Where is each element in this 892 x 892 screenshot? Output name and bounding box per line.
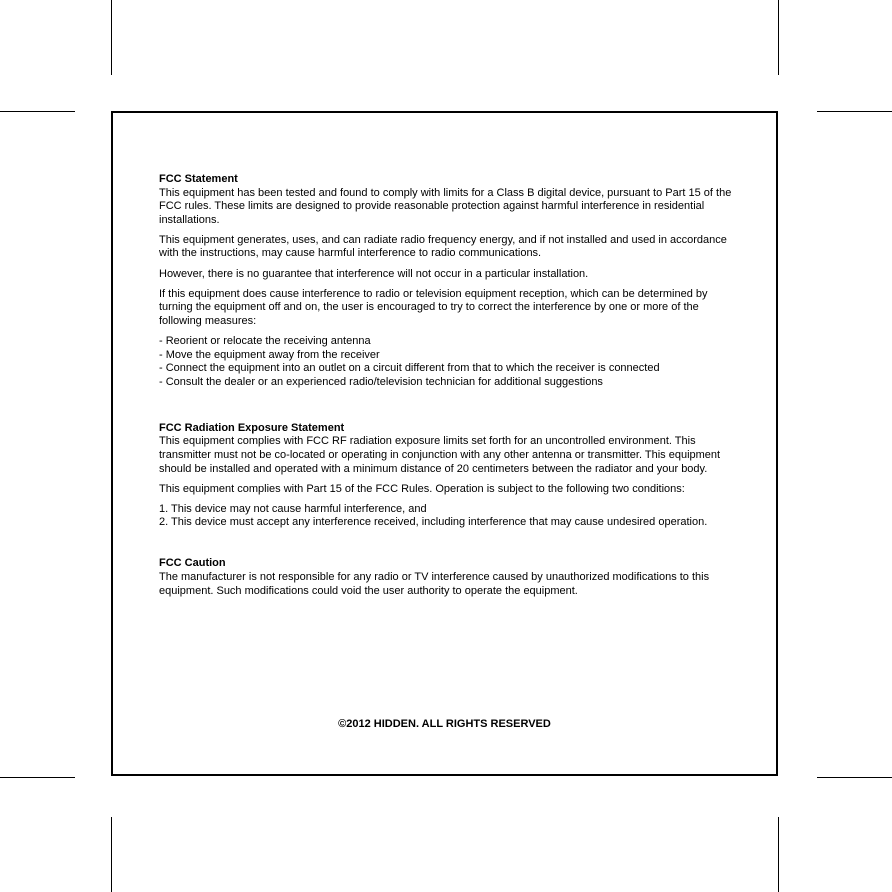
crop-mark-right-bottom: [817, 777, 892, 778]
crop-mark-left-bottom: [0, 777, 75, 778]
fcc-radiation-section: [159, 422, 739, 530]
crop-mark-right-top: [817, 111, 892, 112]
fcc-radiation-paragraph: This equipment complies with Part 15 of the FCC Rules. Operation is subject to the following two conditions:: [159, 482, 685, 495]
fcc-statement-paragraph: If this equipment does cause interference to radio or television equipment reception, which can be determined by turning the equipment off and on, the user is encouraged to try to correct the interference by one or more of the following measures:: [159, 287, 708, 327]
crop-mark-top-left: [111, 0, 112, 75]
fcc-caution-paragraph: The manufacturer is not responsible for any radio or TV interference caused by unauthorized modifications to this equipment. Such modifications could void the user authority to operate the equipment.: [159, 571, 710, 597]
interference-measures-list: [159, 335, 739, 389]
list-item: - Connect the equipment into an outlet on a circuit different from that to which the receiver is connected: [159, 362, 660, 375]
crop-mark-bottom-right: [778, 817, 779, 892]
fcc-statement-section: [159, 173, 739, 389]
fcc-radiation-heading: FCC Radiation Exposure Statement: [159, 421, 345, 434]
conditions-list: [159, 503, 739, 530]
crop-mark-left-top: [0, 111, 75, 112]
list-item: - Reorient or relocate the receiving antenna: [159, 334, 371, 347]
list-item: - Consult the dealer or an experienced radio/television technician for additional suggestions: [159, 375, 603, 388]
fcc-caution-heading: FCC Caution: [159, 557, 226, 570]
section-spacer: [159, 536, 739, 557]
section-spacer: [159, 396, 739, 422]
list-item: - Move the equipment away from the receiver: [159, 348, 380, 361]
fcc-statement-paragraph: However, there is no guarantee that interference will not occur in a particular installation.: [159, 267, 589, 280]
fcc-statement-heading: FCC Statement: [159, 173, 238, 185]
crop-mark-bottom-left: [111, 817, 112, 892]
crop-mark-top-right: [778, 0, 779, 75]
copyright-notice: ©2012 HIDDEN. ALL RIGHTS RESERVED: [338, 718, 551, 730]
list-item: 1. This device may not cause harmful interference, and: [159, 502, 427, 515]
fcc-caution-section: [159, 557, 739, 598]
fcc-statement-paragraph: This equipment generates, uses, and can radiate radio frequency energy, and if not installed and used in accordance with the instructions, may cause harmful interference to radio communications.: [159, 233, 727, 260]
list-item: 2. This device must accept any interference received, including interference that may cause undesired operation.: [159, 516, 708, 529]
fcc-radiation-paragraph: This equipment complies with FCC RF radiation exposure limits set forth for an uncontrolled environment. This transmitter must not be co-located or operating in conjunction with any other antenna or transmitter. This equipment should be installed and operated with a minimum distance of 20 centimeters between the radiator and your body.: [159, 435, 721, 475]
fcc-statement-paragraph: This equipment has been tested and found to comply with limits for a Class B digital device, pursuant to Part 15 of the FCC rules. These limits are designed to provide reasonable protection against harmful interference in residential installations.: [159, 186, 732, 226]
document-body: [159, 173, 739, 605]
